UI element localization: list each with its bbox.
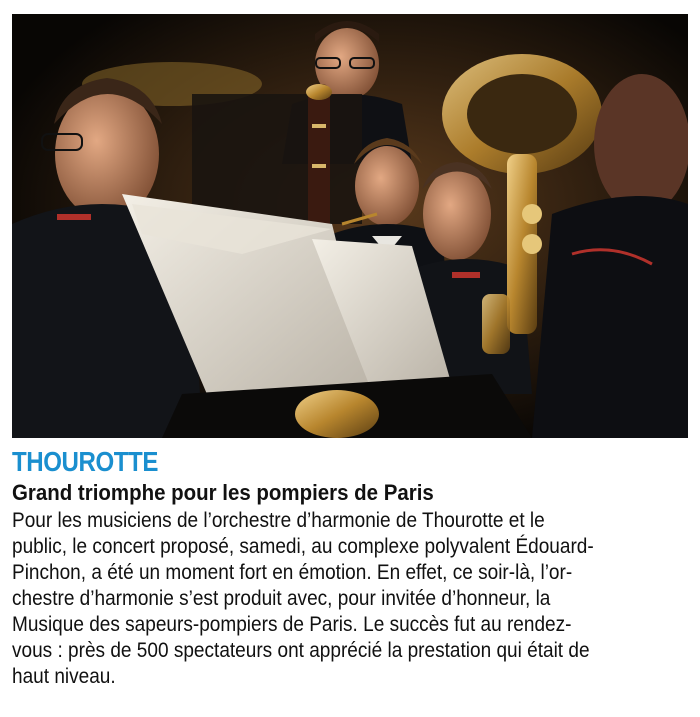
music-stand-back — [192, 94, 362, 224]
body-line: haut niveau. — [12, 664, 116, 688]
body-line: public, le concert proposé, samedi, au complexe polyvalent Édouard- — [12, 534, 594, 558]
orchestra-illustration — [12, 14, 688, 438]
body-line: Musique des sapeurs-pompiers de Paris. Le succès fut au rendez- — [12, 612, 572, 636]
body-line: vous : près de 500 spectateurs ont apprécié la prestation qui était de — [12, 638, 590, 662]
article-kicker: THOUROTTE — [12, 446, 158, 477]
body-line: Pinchon, a été un moment fort en émotion. En effet, ce soir-là, l’or- — [12, 560, 573, 584]
concert-photo — [12, 14, 688, 438]
article-headline: Grand triomphe pour les pompiers de Paris — [12, 480, 434, 505]
body-line: Pour les musiciens de l’orchestre d’harmonie de Thourotte et le — [12, 508, 545, 532]
article-body — [12, 507, 688, 689]
body-line: chestre d’harmonie s’est produit avec, pour invitée d’honneur, la — [12, 586, 551, 610]
saxophone-bell — [295, 390, 379, 438]
article-text — [12, 446, 688, 689]
